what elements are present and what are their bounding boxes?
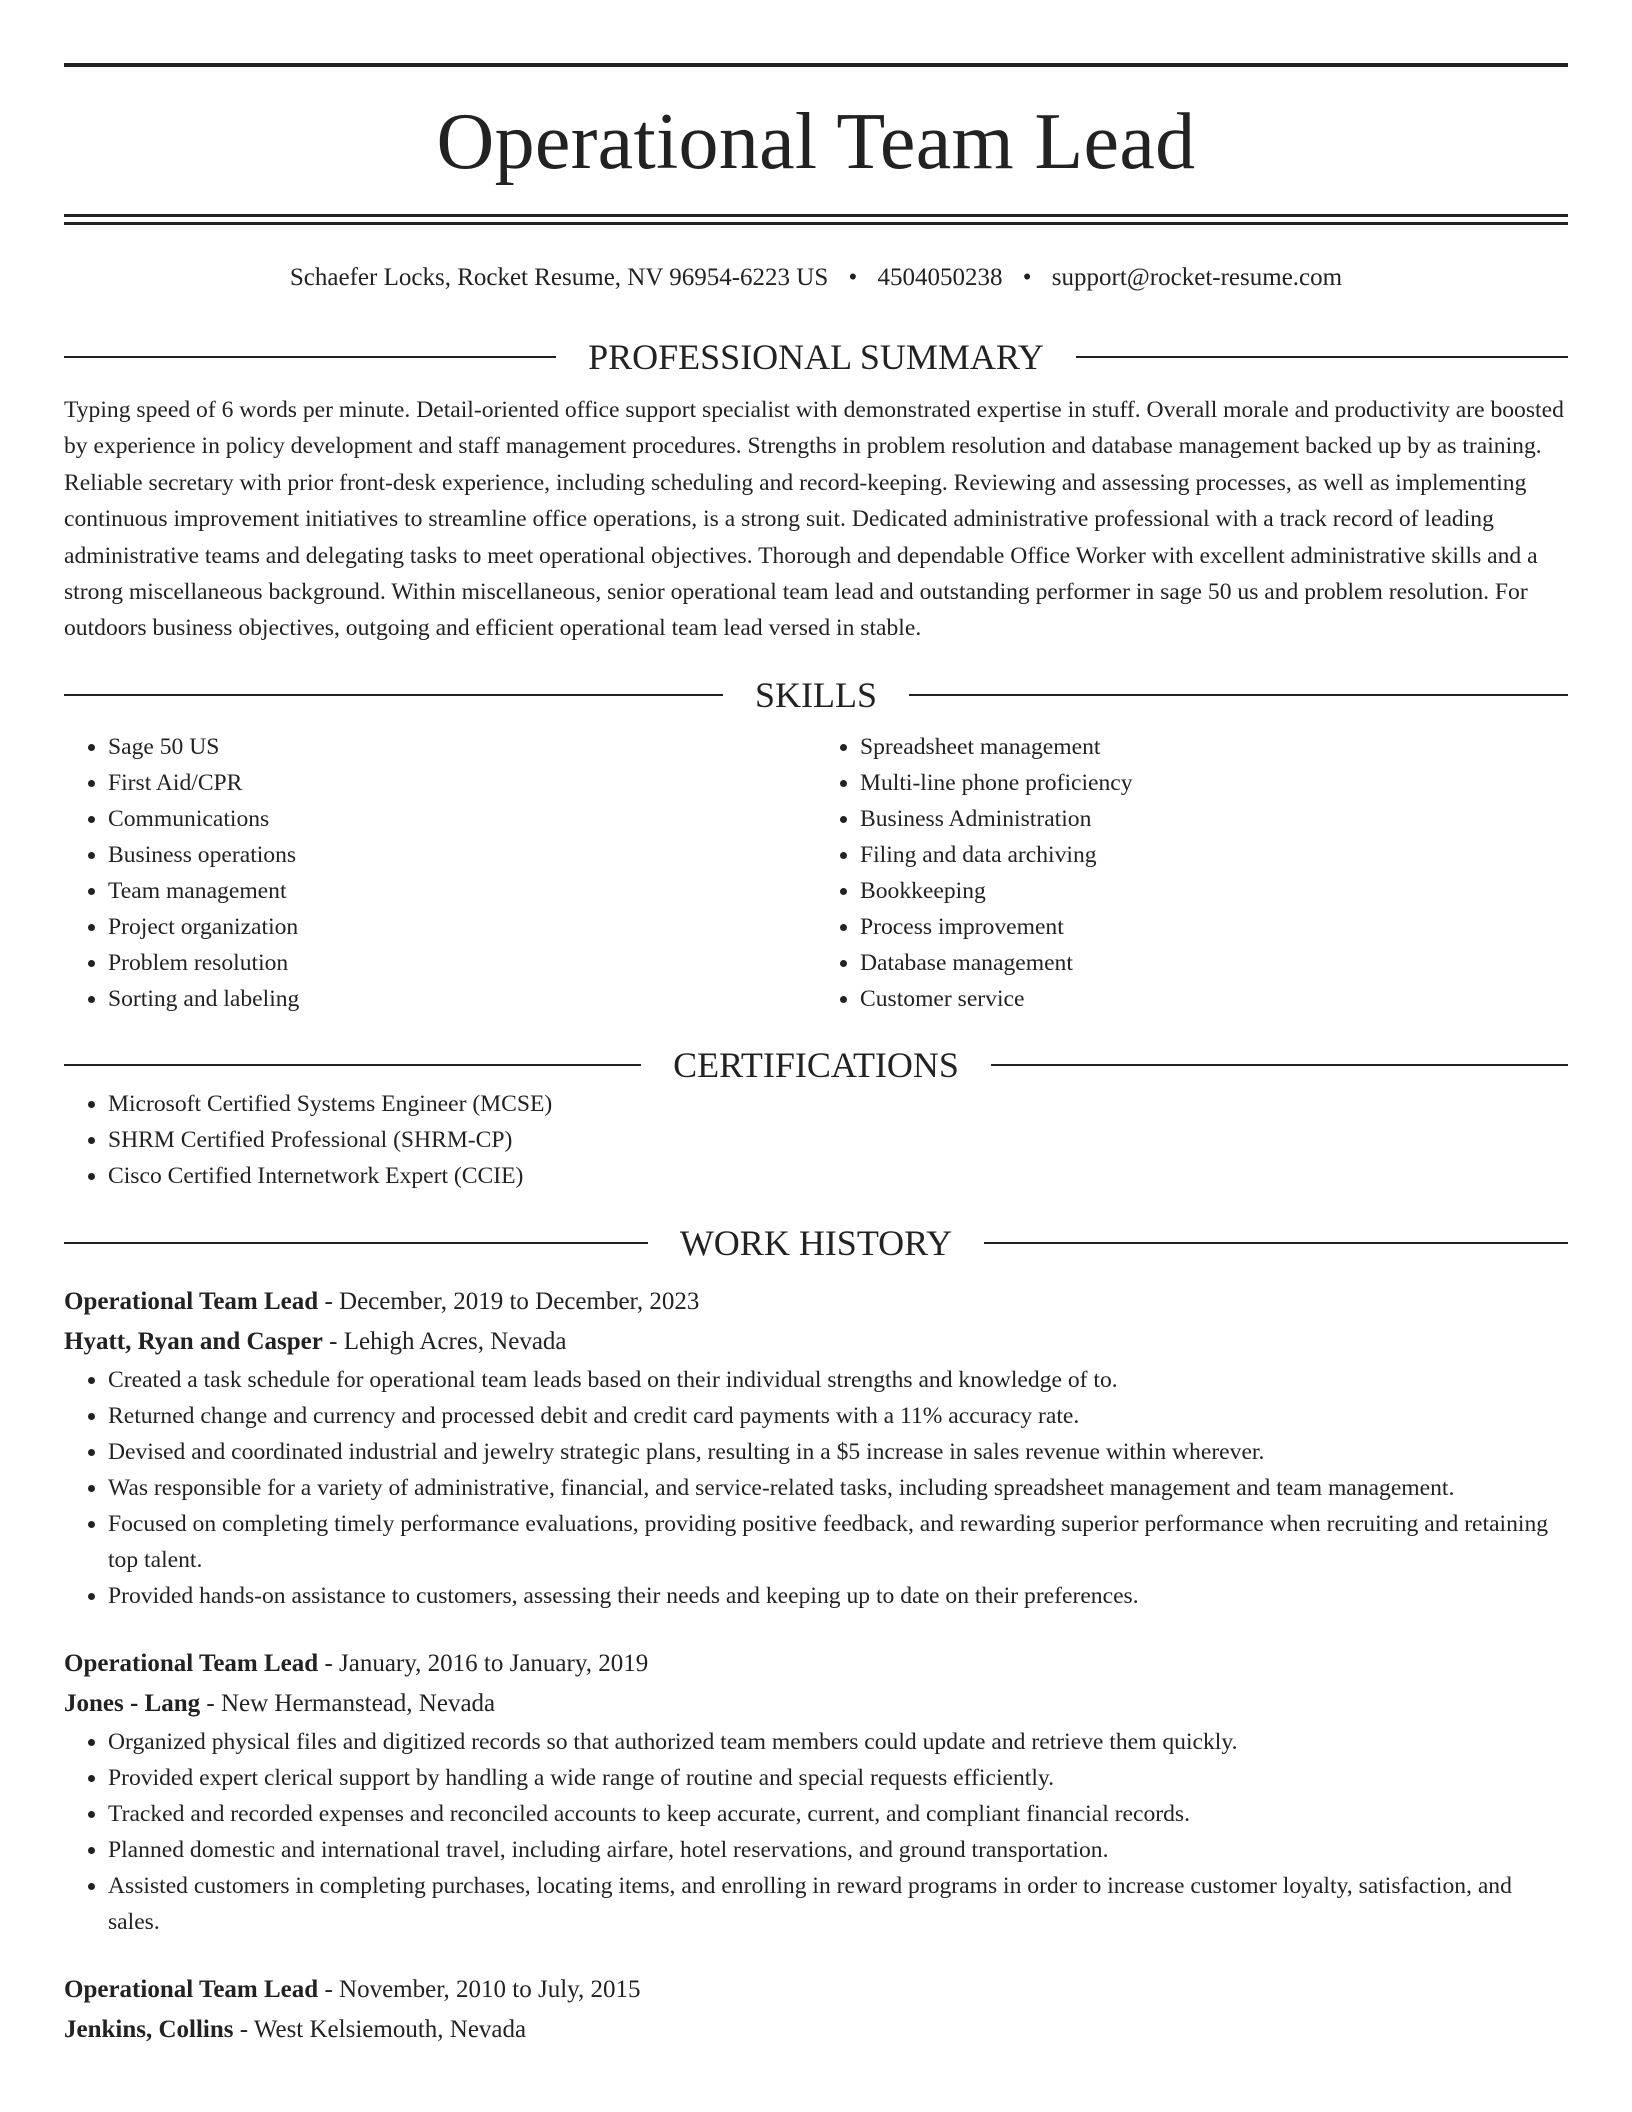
skill-item: • Business operations — [108, 837, 816, 873]
work-history-heading-title: WORK HISTORY — [679, 1222, 953, 1263]
skill-item: • Bookkeeping — [860, 873, 1568, 909]
summary-text: Typing speed of 6 words per minute. Detail-oriented office support specialist with demonstrated expertise in stuff. Overall morale and productivity are boosted by experience in policy development and staff management procedures. Strengths in problem resolution and database management backed up by as training. Reliable secretary with prior front-desk experience, including scheduling and record-keeping. Reviewing and assessing processes, as well as implementing continuous improvement initiatives to streamline office operations, is a strong suit. Dedicated administrative professional with a track record of leading administrative teams and delegating tasks to meet operational objectives. Thorough and dependable Office Worker with excellent administrative skills and a strong miscellaneous background. Within miscellaneous, senior operational team lead and outstanding performer in sage 50 us and problem resolution. For outdoors business objectives, outgoing and efficient operational team lead versed in stable. — [64, 397, 1564, 642]
contact-phone: 4504050238 — [877, 264, 1003, 291]
skill-item: • Database management — [860, 945, 1568, 981]
certification-item: • SHRM Certified Professional (SHRM-CP) — [108, 1122, 1568, 1158]
job-duty: • Returned change and currency and processed debit and credit card payments with a 11% accuracy rate. — [108, 1398, 1568, 1434]
job-title: Operational Team Lead — [64, 1287, 319, 1315]
job-duties-list — [64, 1362, 1568, 1614]
job-dash: - — [318, 1975, 340, 2003]
job-dash: - — [318, 1649, 340, 1677]
resume-name: Operational Team Lead — [436, 98, 1196, 186]
heading-rule-left — [64, 1064, 641, 1066]
contact-email: support@rocket-resume.com — [1051, 264, 1343, 291]
job-duty: • Devised and coordinated industrial and jewelry strategic plans, resulting in a $5 increase in sales revenue within wherever. — [108, 1434, 1568, 1470]
certifications-section-heading — [64, 1044, 1568, 1086]
job-duty: • Organized physical files and digitized records so that authorized team members could update and retrieve them quickly. — [108, 1724, 1568, 1760]
skills-section-heading — [64, 674, 1568, 716]
job-duty: • Provided hands-on assistance to customers, assessing their needs and keeping up to date on their preferences. — [108, 1578, 1568, 1614]
skill-item: • Customer service — [860, 981, 1568, 1017]
job-dates: January, 2016 to January, 2019 — [339, 1649, 649, 1677]
header-double-rule — [64, 214, 1568, 225]
job-title: Operational Team Lead — [64, 1649, 319, 1677]
skill-item: • Process improvement — [860, 909, 1568, 945]
contact-separator: • — [1022, 264, 1032, 291]
heading-rule-right — [909, 694, 1568, 696]
job-duty: • Tracked and recorded expenses and reconciled accounts to keep accurate, current, and compliant financial records. — [108, 1796, 1568, 1832]
contact-address: Schaefer Locks, Rocket Resume, NV 96954-6223 US — [289, 264, 829, 291]
summary-heading-title: PROFESSIONAL SUMMARY — [588, 337, 1044, 377]
job-company-line — [64, 2010, 1568, 2050]
job-entry — [64, 1644, 1568, 1940]
job-title: Operational Team Lead — [64, 1975, 319, 2003]
job-location: Lehigh Acres, Nevada — [343, 1327, 567, 1355]
summary-section-heading — [64, 336, 1568, 378]
job-duty: • Provided expert clerical support by handling a wide range of routine and special requests efficiently. — [108, 1760, 1568, 1796]
certification-item: • Cisco Certified Internetwork Expert (CCIE) — [108, 1158, 1568, 1194]
skills-heading-title: SKILLS — [755, 674, 878, 715]
skill-item: • Sage 50 US — [108, 729, 816, 765]
skill-item: • Sorting and labeling — [108, 981, 816, 1017]
job-duty: • Was responsible for a variety of administrative, financial, and service-related tasks, including spreadsheet management and team management. — [108, 1470, 1568, 1506]
job-title-line — [64, 1282, 1568, 1322]
job-title-line — [64, 1970, 1568, 2010]
heading-rule-right — [984, 1242, 1568, 1244]
work-history-section-heading — [64, 1222, 1568, 1264]
job-duty: • Focused on completing timely performance evaluations, providing positive feedback, and rewarding superior performance when recruiting and retaining top talent. — [108, 1506, 1568, 1578]
skills-column-left — [64, 729, 816, 1017]
heading-rule-left — [64, 694, 723, 696]
skill-item: • Multi-line phone proficiency — [860, 765, 1568, 801]
job-entry — [64, 1282, 1568, 1614]
skill-item: • Spreadsheet management — [860, 729, 1568, 765]
certifications-list — [64, 1086, 1568, 1194]
skill-item: • Communications — [108, 801, 816, 837]
job-company: Hyatt, Ryan and Casper — [64, 1327, 323, 1355]
job-location: New Hermanstead, Nevada — [220, 1689, 496, 1717]
heading-rule-right — [991, 1064, 1568, 1066]
job-company-line — [64, 1684, 1568, 1724]
job-dates: December, 2019 to December, 2023 — [339, 1287, 700, 1315]
contact-separator: • — [848, 264, 858, 291]
job-company-line — [64, 1322, 1568, 1362]
job-dates: November, 2010 to July, 2015 — [339, 1975, 641, 2003]
skill-item: • Project organization — [108, 909, 816, 945]
job-dash: - — [233, 2015, 254, 2043]
certification-item: • Microsoft Certified Systems Engineer (MCSE) — [108, 1086, 1568, 1122]
skill-item: • First Aid/CPR — [108, 765, 816, 801]
job-duty: • Created a task schedule for operational team leads based on their individual strengths and knowledge of to. — [108, 1362, 1568, 1398]
heading-rule-right — [1076, 356, 1568, 358]
job-title-line — [64, 1644, 1568, 1684]
job-dash: - — [322, 1327, 344, 1355]
job-entry — [64, 1970, 1568, 2050]
skills-column-right — [816, 729, 1568, 1017]
heading-rule-left — [64, 1242, 648, 1244]
job-duty: • Assisted customers in completing purchases, locating items, and enrolling in reward programs in order to increase customer loyalty, satisfaction, and sales. — [108, 1868, 1568, 1940]
job-location: West Kelsiemouth, Nevada — [253, 2015, 527, 2043]
skill-item: • Team management — [108, 873, 816, 909]
contact-line — [64, 263, 1568, 293]
skill-item: • Problem resolution — [108, 945, 816, 981]
job-dash: - — [200, 1689, 221, 1717]
job-duties-list — [64, 1724, 1568, 1940]
skills-list — [64, 729, 1568, 1017]
skill-item: • Business Administration — [860, 801, 1568, 837]
heading-rule-left — [64, 356, 556, 358]
job-company: Jones - Lang — [64, 1689, 201, 1717]
skill-item: • Filing and data archiving — [860, 837, 1568, 873]
job-dash: - — [318, 1287, 340, 1315]
certifications-heading-title: CERTIFICATIONS — [673, 1044, 959, 1085]
job-company: Jenkins, Collins — [64, 2015, 234, 2043]
job-duty: • Planned domestic and international travel, including airfare, hotel reservations, and ground transportation. — [108, 1832, 1568, 1868]
